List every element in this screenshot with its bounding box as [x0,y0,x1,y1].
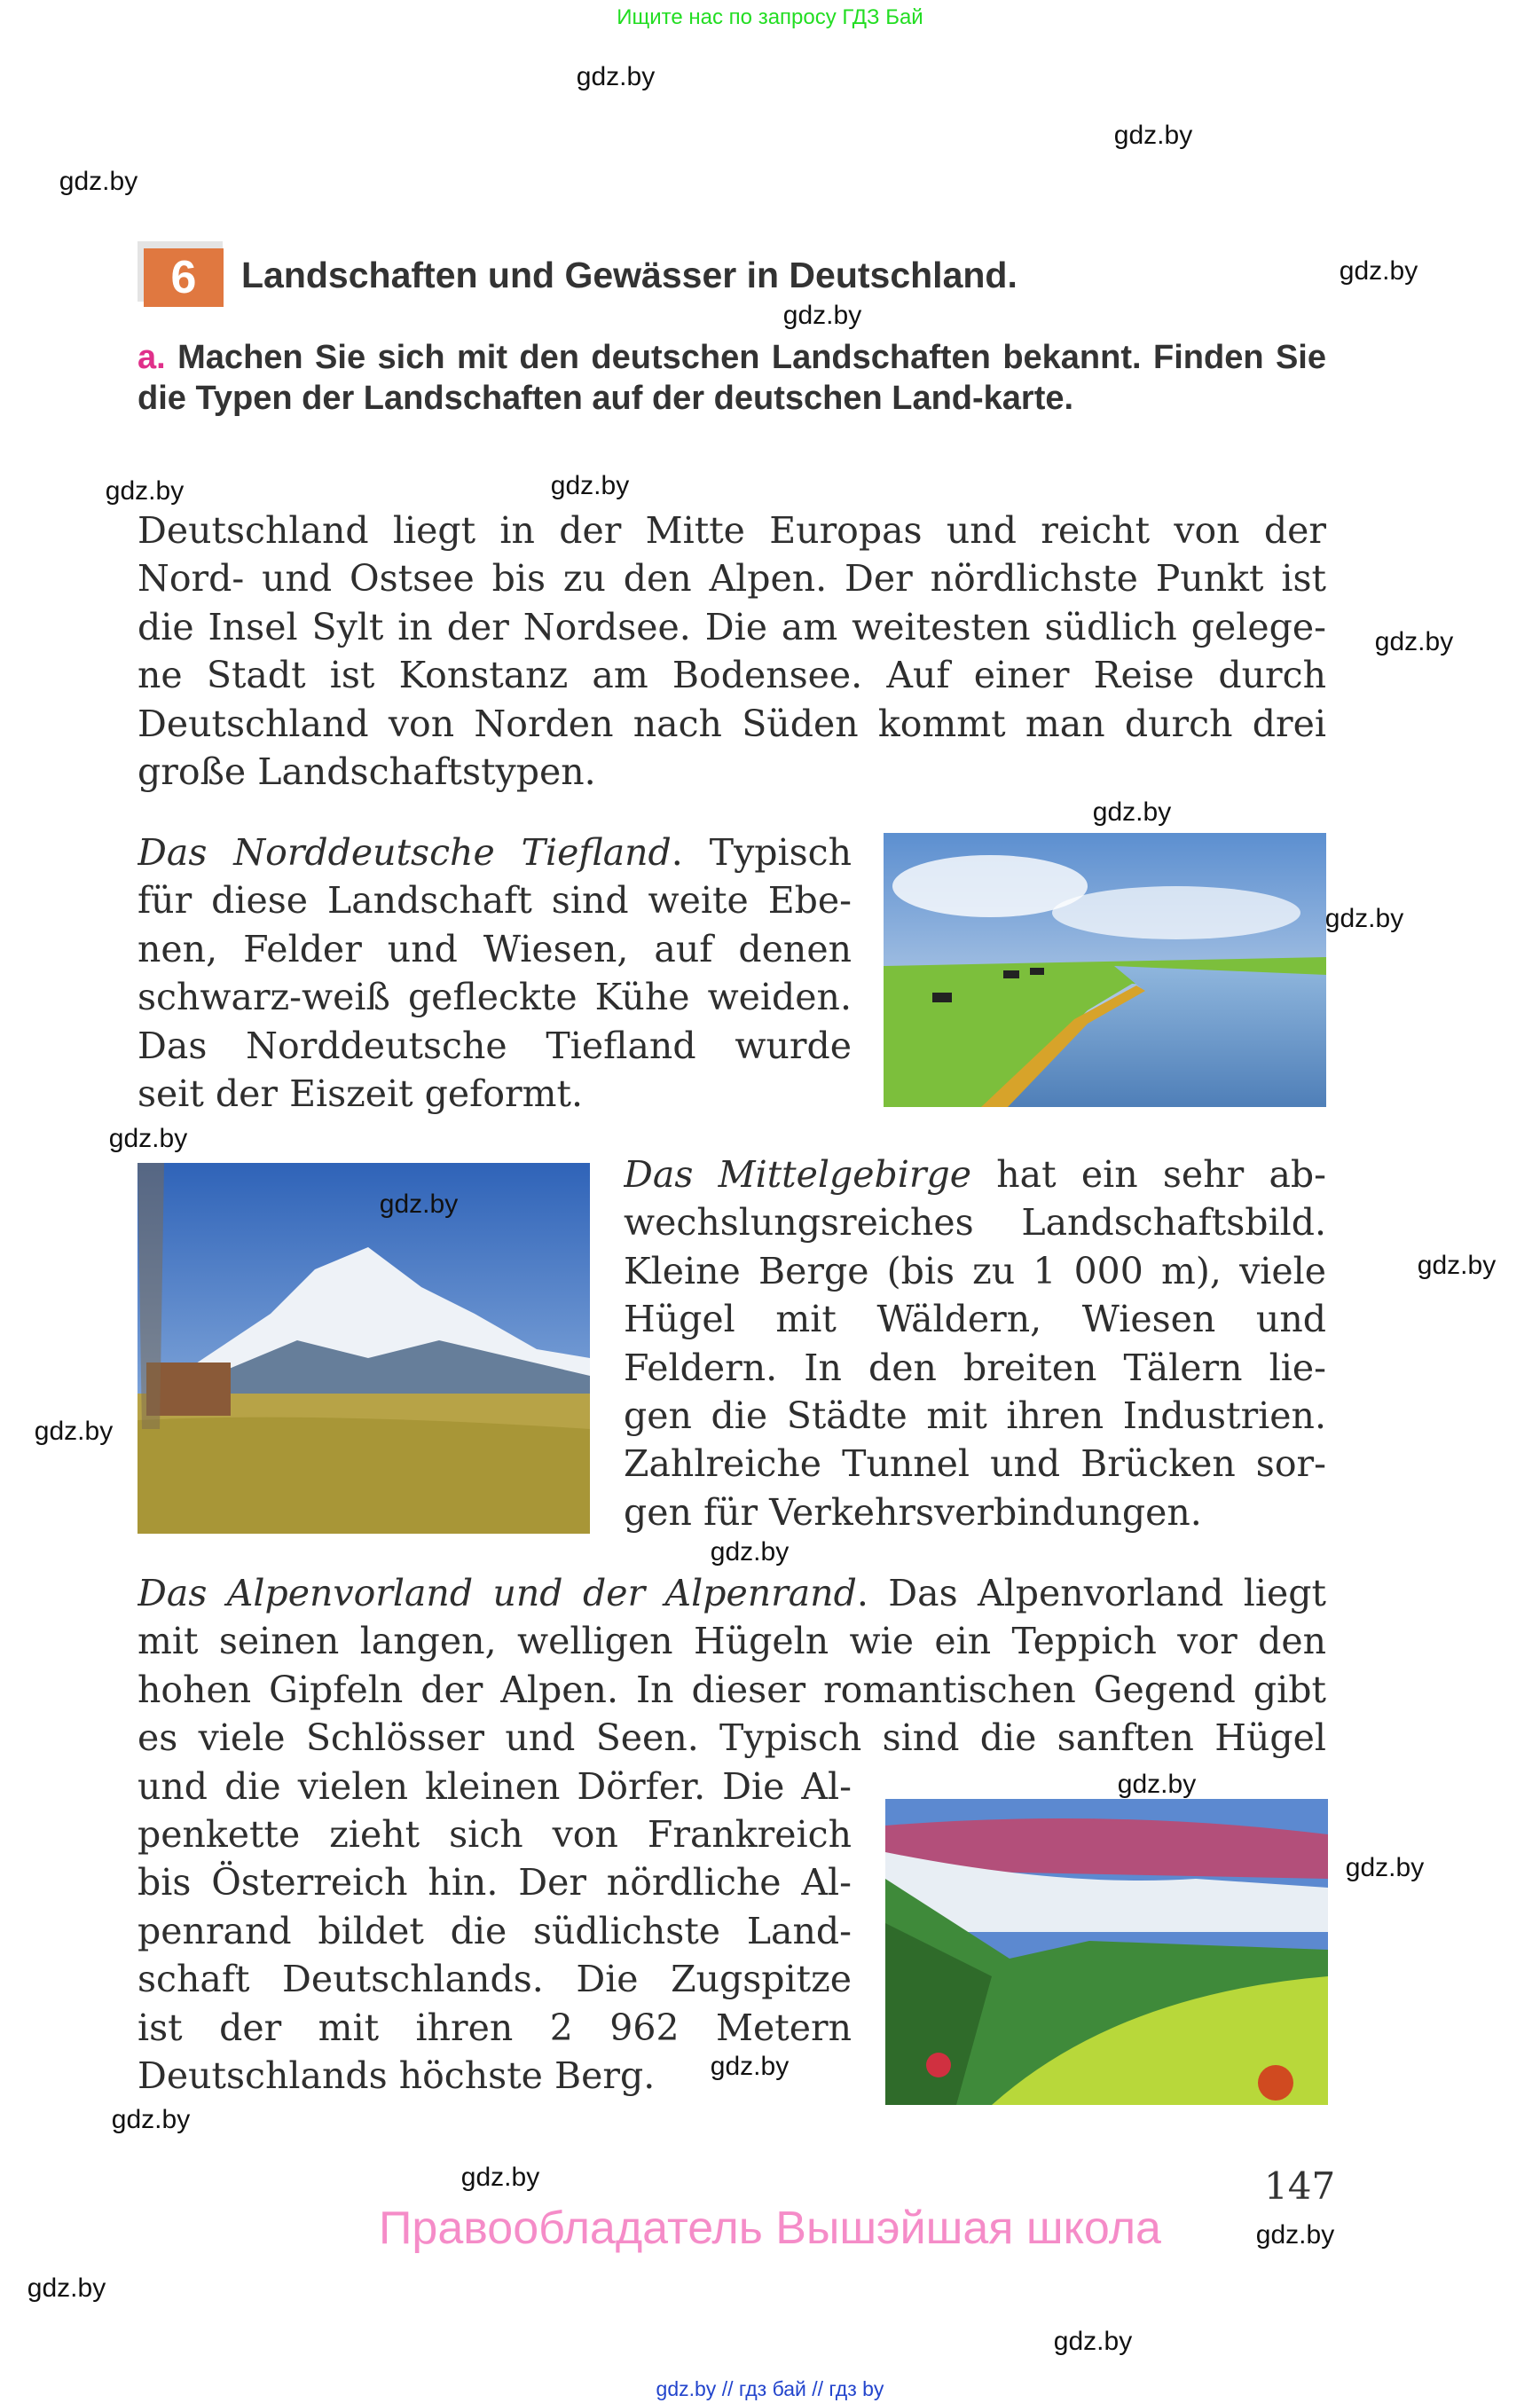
line-text: schwarz-weiß gefleckte Kühe weiden. [138,976,852,1019]
watermark: gdz.by [782,301,862,330]
copyright-notice: Правообладатель Вышэйшая школа [379,2203,1161,2254]
text-line [138,876,852,924]
line-text: Kleine Berge (bis zu 1 000 m), viele [624,1249,1326,1292]
watermark: gdz.by [59,167,138,196]
text-line [138,925,852,973]
text-line [138,1955,852,2003]
intro-paragraph [138,507,1326,796]
text-line [624,1440,1326,1488]
text-line [624,1198,1326,1246]
exercise-title: Landschaften und Gewässer in Deutschland. [241,255,1018,295]
text-line [138,700,1326,748]
line-text: Nord- und Ostsee bis zu den Alpen. Der nördlichste Punkt ist [138,557,1326,601]
line-text: es viele Schlösser und Seen. Typisch sind die sanften Hügel [138,1716,1326,1760]
text-line [624,1150,1326,1198]
text-line [138,748,1326,796]
line-text: Deutschlands höchste Berg. [138,2054,656,2098]
watermark: gdz.by [1092,797,1172,827]
watermark: gdz.by [1417,1251,1497,1280]
text-line [624,1392,1326,1440]
line-text: schaft Deutschlands. Die Zugspitze [138,1958,852,2001]
line-text: Feldern. In den breiten Tälern lie- [624,1346,1326,1389]
task-instruction [138,337,1326,419]
watermark: gdz.by [379,1190,459,1219]
text-line [624,1344,1326,1392]
text-line [624,1488,1326,1536]
line-text: Das Norddeutsche Tiefland wurde [138,1024,852,1067]
exercise-number: 6 [144,248,224,307]
text-line [138,1569,1326,1617]
line-text: Hügel mit Wäldern, Wiesen und [624,1298,1326,1341]
tiefland-paragraph [138,828,852,1118]
paragraph-lead: Das Alpenvorland und der Alpenrand [138,1572,857,1614]
line-text: mit seinen langen, welligen Hügeln wie ein Teppich vor den [138,1620,1326,1663]
watermark: gdz.by [550,471,630,500]
line-text: Deutschland liegt in der Mitte Europas und reicht von der [138,509,1326,552]
text-line [138,1810,852,1858]
paragraph-lead: Das Mittelgebirge [624,1153,972,1196]
watermark: gdz.by [27,2273,106,2303]
line-text: ne Stadt ist Konstanz am Bodensee. Auf einer Reise durch [138,654,1326,697]
watermark: gdz.by [576,62,656,91]
line-text: hohen Gipfeln der Alpen. In dieser romantischen Gegend gibt [138,1668,1326,1711]
search-notice: Ищите нас по запросу ГДЗ Бай [617,5,923,29]
watermark: gdz.by [105,476,185,506]
watermark: gdz.by [1339,256,1418,286]
line-text: . Typisch [671,831,852,874]
line-text: und die vielen kleinen Dörfer. Die Al- [138,1764,852,1808]
text-line [138,2004,852,2052]
line-text: gen die Städte mit ihren Industrien. [624,1394,1326,1438]
text-line [138,1666,1326,1714]
text-line [138,828,852,876]
text-line [138,603,1326,651]
photo-alpine-meadow [885,1799,1328,2105]
text-line [138,1858,852,1906]
line-text: penrand bildet die südlichste Land- [138,1909,852,1952]
watermark: gdz.by [111,2105,191,2134]
line-text: große Landschaftstypen. [138,750,596,794]
line-text: hat ein sehr ab- [971,1153,1326,1196]
text-line [624,1295,1326,1343]
text-line [138,1617,1326,1665]
line-text: . Das Alpenvorland liegt [856,1572,1326,1614]
paragraph-lead: Das Norddeutsche Tiefland [138,831,672,874]
text-line [138,651,1326,699]
line-text: penkette zieht sich von Frankreich [138,1813,852,1857]
line-text: Deutschland von Norden nach Süden kommt man durch drei [138,702,1326,745]
mittelgebirge-paragraph [624,1150,1326,1536]
watermark: gdz.by [1345,1853,1425,1882]
footer-links[interactable]: gdz.by // гдз бай // гдз by [656,2377,884,2400]
text-line [138,973,852,1021]
text-line [138,1022,852,1070]
text-line [138,1763,852,1810]
watermark: gdz.by [1053,2327,1133,2356]
line-text: gen für Verkehrsverbindungen. [624,1490,1202,1534]
line-text: die Insel Sylt in der Nordsee. Die am weitesten südlich gelege- [138,605,1326,648]
watermark: gdz.by [460,2163,540,2192]
watermark: gdz.by [1113,121,1193,150]
watermark: gdz.by [34,1417,114,1446]
watermark: gdz.by [710,1537,790,1567]
line-text: nen, Felder und Wiesen, auf denen [138,927,852,970]
task-letter: a. [138,339,166,376]
text-line [138,1070,852,1118]
watermark: gdz.by [1324,904,1404,933]
text-line [138,1907,852,1955]
watermark: gdz.by [710,2052,790,2081]
task-text: Machen Sie sich mit den deutschen Landschaften bekannt. Finden Sie die Typen der Landschaften auf der deutschen Land-karte. [138,339,1327,417]
watermark: gdz.by [1255,2220,1335,2250]
text-line [624,1247,1326,1295]
line-text: für diese Landschaft sind weite Ebe- [138,879,852,923]
watermark: gdz.by [108,1124,188,1153]
page-number: 147 [1264,2164,1336,2208]
photo-mountain-valley [138,1163,590,1534]
line-text: Zahlreiche Tunnel und Brücken sor- [624,1442,1326,1486]
line-text: ist der mit ihren 2 962 Metern [138,2006,852,2049]
text-line [138,554,1326,602]
text-line [138,1714,1326,1762]
line-text: seit der Eiszeit geformt. [138,1072,583,1116]
line-text: wechslungsreiches Landschaftsbild. [624,1201,1326,1245]
watermark: gdz.by [1374,627,1454,656]
text-line [138,507,1326,554]
line-text: bis Österreich hin. Der nördliche Al- [138,1861,852,1904]
photo-lowland-river [884,833,1326,1107]
watermark: gdz.by [1117,1770,1197,1799]
